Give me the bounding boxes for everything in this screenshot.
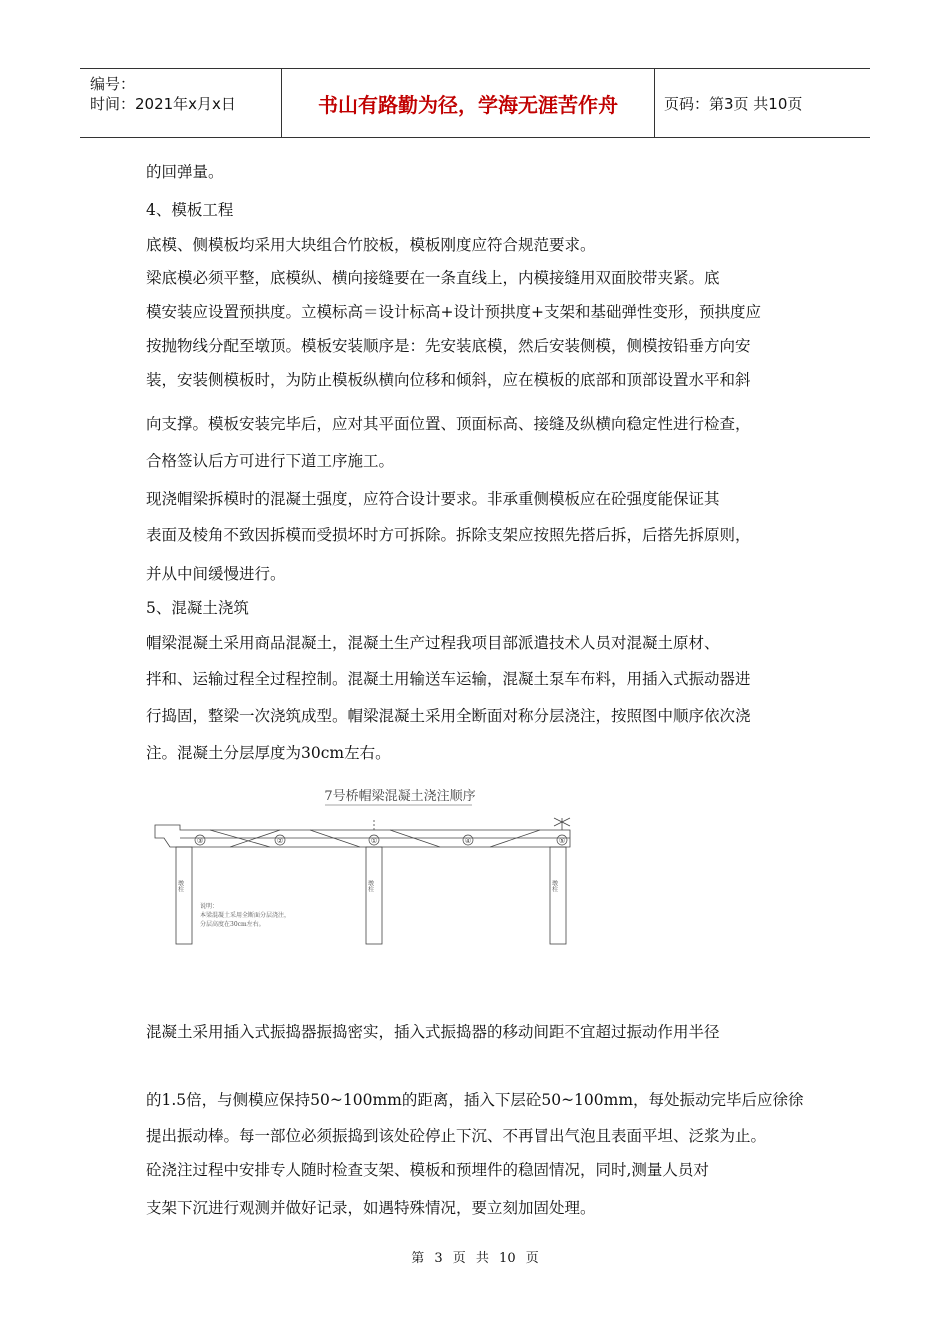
header-motto: 书山有路勤为径，学海无涯苦作舟 <box>281 69 655 137</box>
number-label: 编号： <box>90 75 136 93</box>
order-mark: ④ <box>464 837 472 845</box>
pier-label: 墩柱 <box>176 880 184 892</box>
body-line: 底模、侧模板均采用大块组合竹胶板，模板刚度应符合规范要求。 <box>146 236 596 254</box>
pier-label: 墩柱 <box>366 880 374 892</box>
section-heading: 4、模板工程 <box>146 201 234 219</box>
body-line: 拌和、运输过程全过程控制。混凝土用输送车运输，混凝土泵车布料，用插入式振动器进 <box>146 670 751 688</box>
order-mark: ② <box>276 837 284 845</box>
note-title: 说明： <box>200 903 219 910</box>
cap-beam <box>155 825 570 847</box>
note-line: 本梁混凝土采用全断面分层浇注， <box>200 912 291 919</box>
body-line: 梁底模必须平整，底模纵、横向接缝要在一条直线上，内模接缝用双面胶带夹紧。底 <box>146 269 720 287</box>
header-page-label: 页码：第3页 共10页 <box>664 94 803 113</box>
body-line: 行捣固，整梁一次浇筑成型。帽梁混凝土采用全断面对称分层浇注，按照图中顺序依次浇 <box>146 707 751 725</box>
body-line: 的回弹量。 <box>146 163 224 181</box>
order-mark: ① <box>370 837 378 845</box>
body-line: 按抛物线分配至墩顶。模板安装顺序是：先安装底模，然后安装侧模，侧模按铅垂方向安 <box>146 337 751 355</box>
header-info-cell <box>80 69 281 137</box>
pour-order-diagram <box>150 780 590 950</box>
body-line: 装，安装侧模板时，为防止模板纵横向位移和倾斜，应在模板的底部和顶部设置水平和斜 <box>146 371 751 389</box>
page-header <box>80 68 870 138</box>
body-line: 注。混凝土分层厚度为30cm左右。 <box>146 744 391 762</box>
time-label: 时间：2021年x月x日 <box>90 95 236 113</box>
body-line: 砼浇注过程中安排专人随时检查支架、模板和预埋件的稳固情况，同时,测量人员对 <box>146 1161 709 1179</box>
pier-label: 墩柱 <box>550 880 558 892</box>
body-line: 帽梁混凝土采用商品混凝土，混凝土生产过程我项目部派遣技术人员对混凝土原材、 <box>146 634 720 652</box>
body-line: 合格签认后方可进行下道工序施工。 <box>146 452 395 470</box>
body-line: 支架下沉进行观测并做好记录，如遇特殊情况，要立刻加固处理。 <box>146 1199 596 1217</box>
diagram-title: 7号桥帽梁混凝土浇注顺序 <box>324 789 476 804</box>
body-line: 现浇帽梁拆模时的混凝土强度，应符合设计要求。非承重侧模板应在砼强度能保证其 <box>146 490 720 508</box>
body-line: 向支撑。模板安装完毕后，应对其平面位置、顶面标高、接缝及纵横向稳定性进行检查， <box>146 415 751 433</box>
body-line: 混凝土采用插入式振捣器振捣密实，插入式振捣器的移动间距不宜超过振动作用半径 <box>146 1023 720 1041</box>
body-line: 模安装应设置预拱度。立模标高＝设计标高+设计预拱度+支架和基础弹性变形，预拱度应 <box>146 303 761 321</box>
body-line: 表面及棱角不致因拆模而受损坏时方可拆除。拆除支架应按照先搭后拆，后搭先拆原则， <box>146 526 751 544</box>
section-heading: 5、混凝土浇筑 <box>146 599 249 617</box>
body-line: 提出振动棒。每一部位必须振捣到该处砼停止下沉、不再冒出气泡且表面平坦、泛浆为止。 <box>146 1127 767 1145</box>
note-line: 分层高度在30cm左右。 <box>200 921 265 928</box>
order-mark: ⑤ <box>558 837 566 845</box>
body-line: 并从中间缓慢进行。 <box>146 565 286 583</box>
order-mark: ③ <box>196 837 204 845</box>
page-footer: 第 3 页 共 10 页 <box>411 1251 539 1266</box>
body-line: 的1.5倍，与侧模应保持50~100mm的距离，插入下层砼50~100mm，每处振动完毕后应徐徐 <box>146 1091 804 1109</box>
